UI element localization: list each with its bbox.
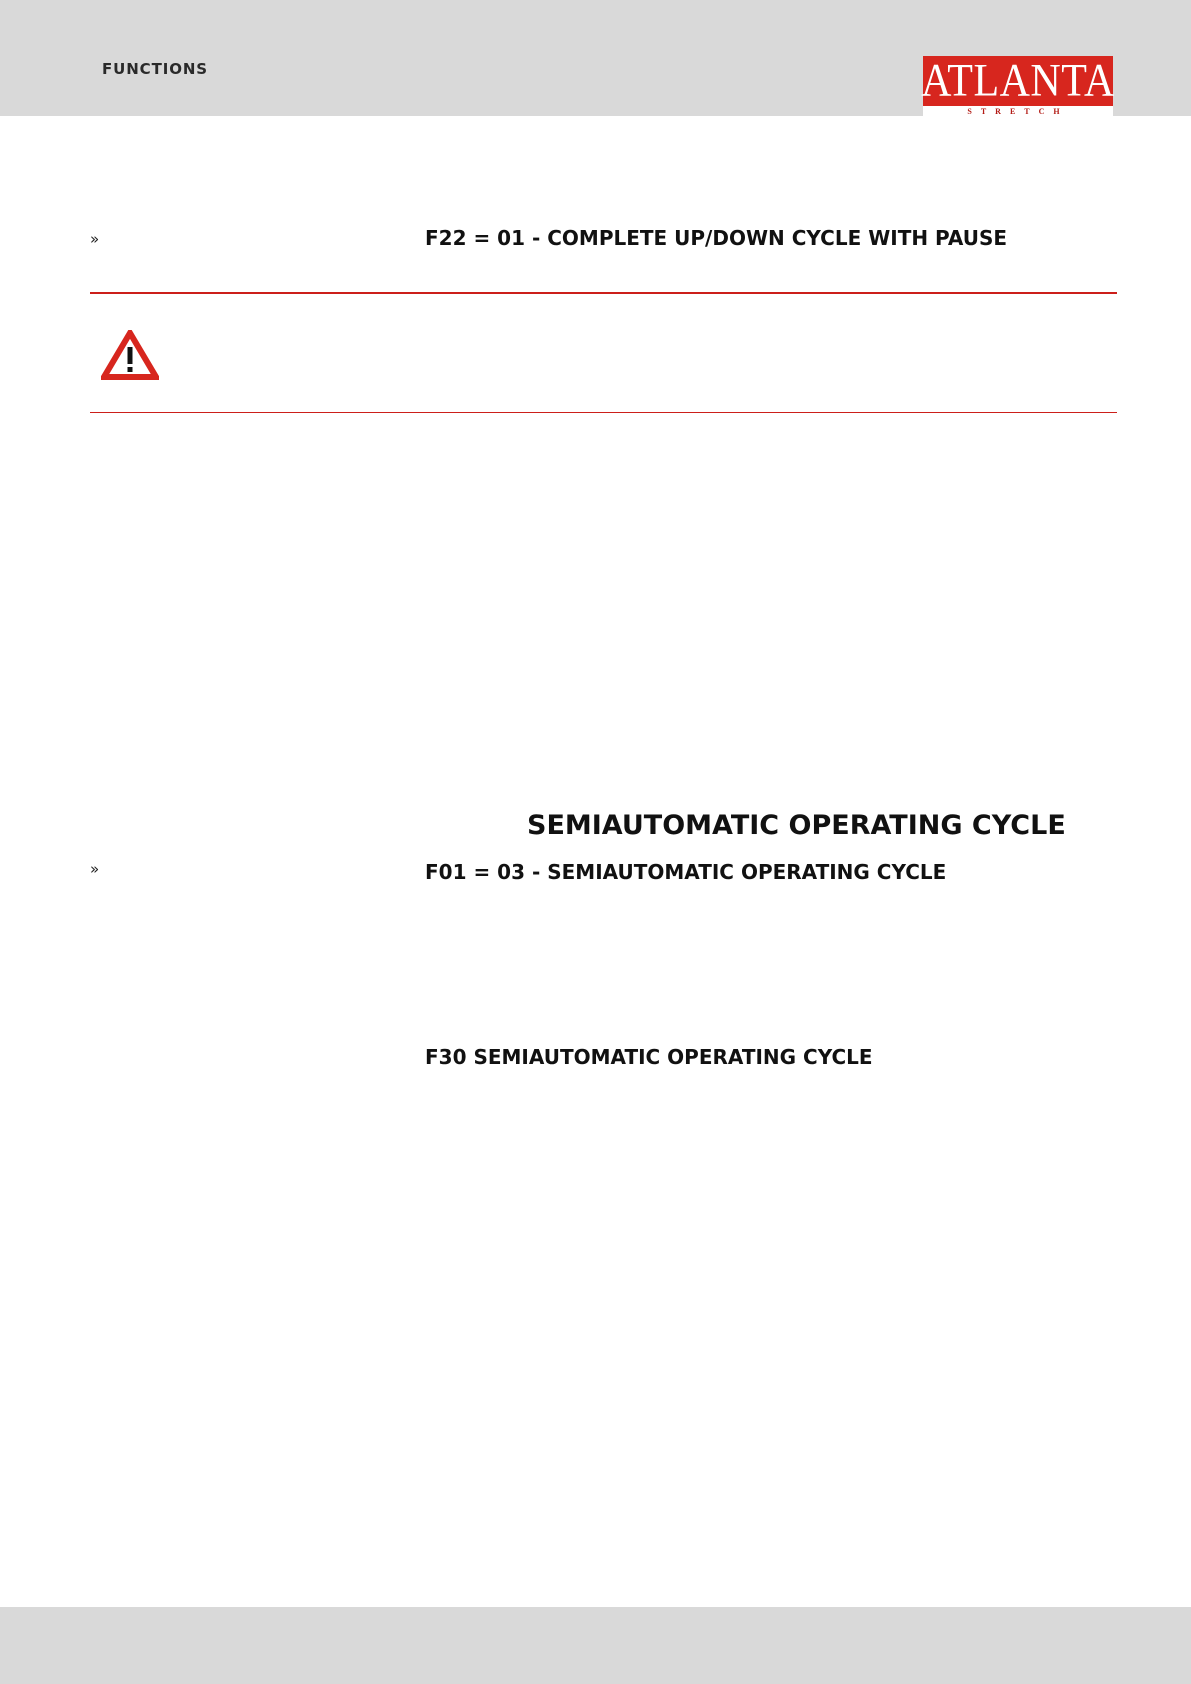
page-header [0, 0, 1191, 116]
section-title: SEMIAUTOMATIC OPERATING CYCLE [527, 810, 1066, 841]
function-heading-f01: F01 = 03 - SEMIAUTOMATIC OPERATING CYCLE [425, 860, 947, 884]
warning-triangle-icon [101, 330, 159, 380]
logo-box [923, 56, 1113, 106]
section-label: FUNCTIONS [102, 60, 209, 78]
logo-wordmark: ATLANTA [921, 55, 1115, 107]
warning-rule-top [90, 292, 1117, 294]
bullet-marker: » [90, 860, 100, 878]
brand-logo [923, 56, 1113, 122]
bullet-marker: » [90, 230, 100, 248]
warning-rule-bottom [90, 412, 1117, 413]
logo-subword: STRETCH [967, 107, 1069, 116]
function-heading-f30: F30 SEMIAUTOMATIC OPERATING CYCLE [425, 1045, 873, 1069]
function-heading-f22: F22 = 01 - COMPLETE UP/DOWN CYCLE WITH PAUSE [425, 226, 1008, 250]
page-footer [0, 1607, 1191, 1684]
